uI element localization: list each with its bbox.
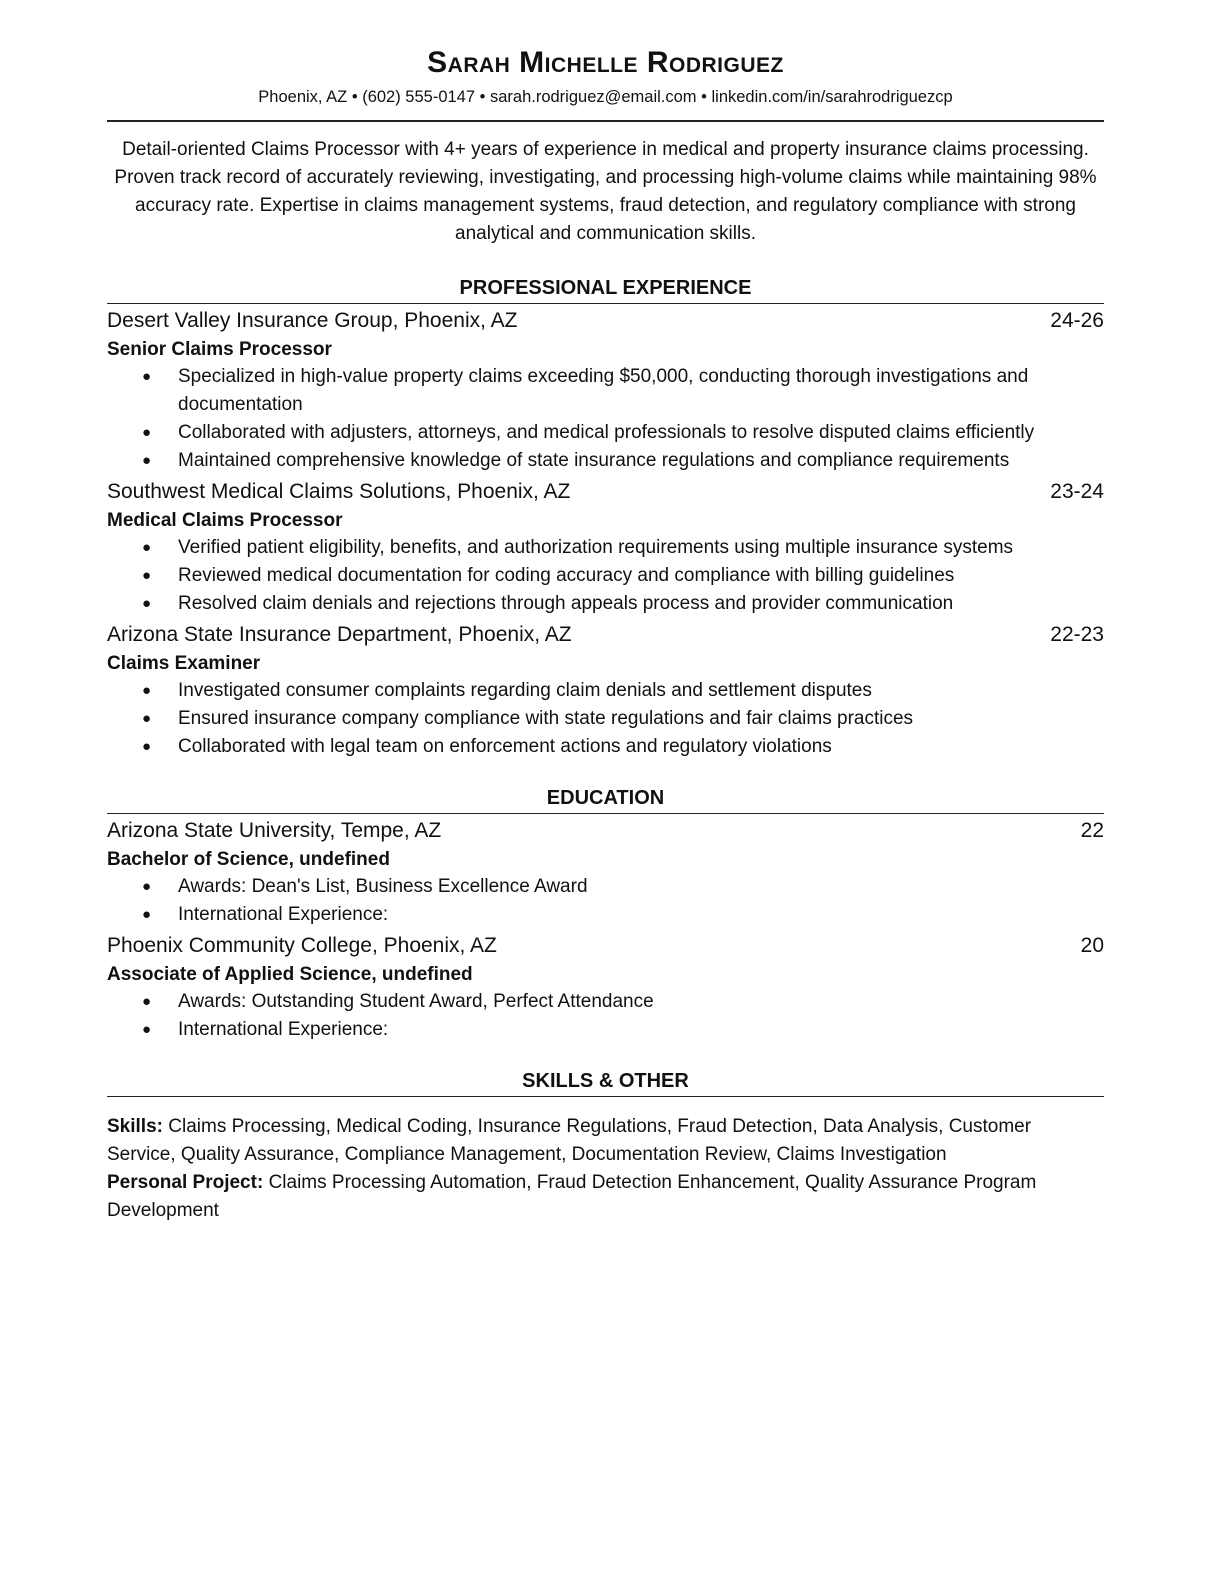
skills-label: Skills: (107, 1116, 163, 1137)
school-title: Associate of Applied Science, undefined (107, 964, 473, 985)
school-dates: 22 (1080, 819, 1104, 842)
job-organization: Arizona State Insurance Department, Phoenix, AZ (107, 623, 572, 646)
bullet-item (107, 733, 1104, 761)
contact-line: Phoenix, AZ • (602) 555-0147 • sarah.rodriguez@email.com • linkedin.com/in/sarahrodriguezcp (258, 88, 953, 106)
section-divider (107, 303, 1104, 304)
school-bullets (107, 988, 1104, 1044)
section-title-experience: PROFESSIONAL EXPERIENCE (459, 277, 752, 299)
bullet-icon: ● (142, 993, 152, 1010)
bullet-text: Investigated consumer complaints regarding claim denials and settlement disputes (178, 680, 872, 701)
section-title-skills: SKILLS & OTHER (522, 1070, 689, 1092)
job-header (107, 306, 1104, 336)
bullet-icon: ● (142, 567, 152, 584)
bullet-icon: ● (142, 906, 152, 923)
bullet-text: Ensured insurance company compliance with state regulations and fair claims practices (178, 708, 914, 729)
school-header (107, 816, 1104, 846)
section-title-education: EDUCATION (546, 787, 665, 809)
school-dates: 20 (1080, 934, 1104, 957)
resume-page (107, 0, 1104, 1225)
bullet-item (107, 419, 1104, 447)
education-list (107, 816, 1104, 1044)
job-bullets (107, 534, 1104, 618)
skills-block (107, 1113, 1104, 1225)
bullet-item (107, 562, 1104, 590)
bullet-text: Verified patient eligibility, benefits, and authorization requirements using multiple insurance systems (178, 537, 1014, 558)
bullet-item (107, 447, 1104, 475)
job-bullets (107, 363, 1104, 475)
bullet-icon: ● (142, 368, 152, 385)
job-title: Medical Claims Processor (107, 510, 343, 531)
section-divider (107, 1096, 1104, 1097)
job-title: Senior Claims Processor (107, 339, 332, 360)
job-header (107, 477, 1104, 507)
bullet-item (107, 901, 1104, 929)
project-line (107, 1169, 1104, 1225)
bullet-item (107, 1016, 1104, 1044)
bullet-item (107, 873, 1104, 901)
bullet-text: Awards: Outstanding Student Award, Perfect Attendance (178, 991, 654, 1012)
bullet-item (107, 590, 1104, 618)
job-dates: 22-23 (1050, 623, 1104, 646)
project-label: Personal Project: (107, 1172, 264, 1193)
bullet-text: Collaborated with adjusters, attorneys, and medical professionals to resolve disputed claims efficiently (178, 422, 1035, 443)
candidate-name: Sarah Michelle Rodriguez (427, 46, 784, 79)
bullet-icon: ● (142, 682, 152, 699)
header-divider (107, 120, 1104, 122)
job-organization: Southwest Medical Claims Solutions, Phoenix, AZ (107, 480, 571, 503)
bullet-text: International Experience: (178, 1019, 389, 1040)
bullet-text: Specialized in high-value property claims exceeding $50,000, conducting thorough investigations and documentation (178, 366, 1029, 415)
bullet-text: Awards: Dean's List, Business Excellence Award (178, 876, 588, 897)
project-text: Claims Processing Automation, Fraud Detection Enhancement, Quality Assurance Program Development (107, 1172, 1037, 1221)
bullet-item (107, 677, 1104, 705)
bullet-icon: ● (142, 452, 152, 469)
bullet-item (107, 988, 1104, 1016)
bullet-icon: ● (142, 738, 152, 755)
school-title: Bachelor of Science, undefined (107, 849, 390, 870)
bullet-item (107, 534, 1104, 562)
bullet-icon: ● (142, 878, 152, 895)
bullet-text: Reviewed medical documentation for coding accuracy and compliance with billing guidelines (178, 565, 955, 586)
bullet-icon: ● (142, 539, 152, 556)
bullet-text: Resolved claim denials and rejections through appeals process and provider communication (178, 593, 954, 614)
bullet-item (107, 705, 1104, 733)
school-bullets (107, 873, 1104, 929)
school-organization: Arizona State University, Tempe, AZ (107, 819, 442, 842)
job-dates: 23-24 (1050, 480, 1104, 503)
job-title: Claims Examiner (107, 653, 261, 674)
school-organization: Phoenix Community College, Phoenix, AZ (107, 934, 497, 957)
experience-list (107, 306, 1104, 761)
bullet-icon: ● (142, 1021, 152, 1038)
job-bullets (107, 677, 1104, 761)
bullet-text: International Experience: (178, 904, 389, 925)
bullet-icon: ● (142, 595, 152, 612)
bullet-text: Maintained comprehensive knowledge of state insurance regulations and compliance requirements (178, 450, 1010, 471)
bullet-icon: ● (142, 424, 152, 441)
job-dates: 24-26 (1050, 309, 1104, 332)
school-header (107, 931, 1104, 961)
bullet-item (107, 363, 1104, 419)
job-header (107, 620, 1104, 650)
skills-line (107, 1113, 1104, 1169)
job-organization: Desert Valley Insurance Group, Phoenix, AZ (107, 309, 518, 332)
section-divider (107, 813, 1104, 814)
summary: Detail-oriented Claims Processor with 4+ years of experience in medical and property insurance claims processing. Proven track record of accurately reviewing, investigating, and processing high-volume claims while maintaining 98% accuracy rate. Expertise in claims management systems, fraud detection, and regulatory compliance with strong analytical and communication skills. (114, 139, 1097, 244)
bullet-text: Collaborated with legal team on enforcement actions and regulatory violations (178, 736, 832, 757)
bullet-icon: ● (142, 710, 152, 727)
skills-text: Claims Processing, Medical Coding, Insurance Regulations, Fraud Detection, Data Analysis, Customer Service, Quality Assurance, Compliance Management, Documentation Review, Claims Investigation (107, 1116, 1032, 1165)
